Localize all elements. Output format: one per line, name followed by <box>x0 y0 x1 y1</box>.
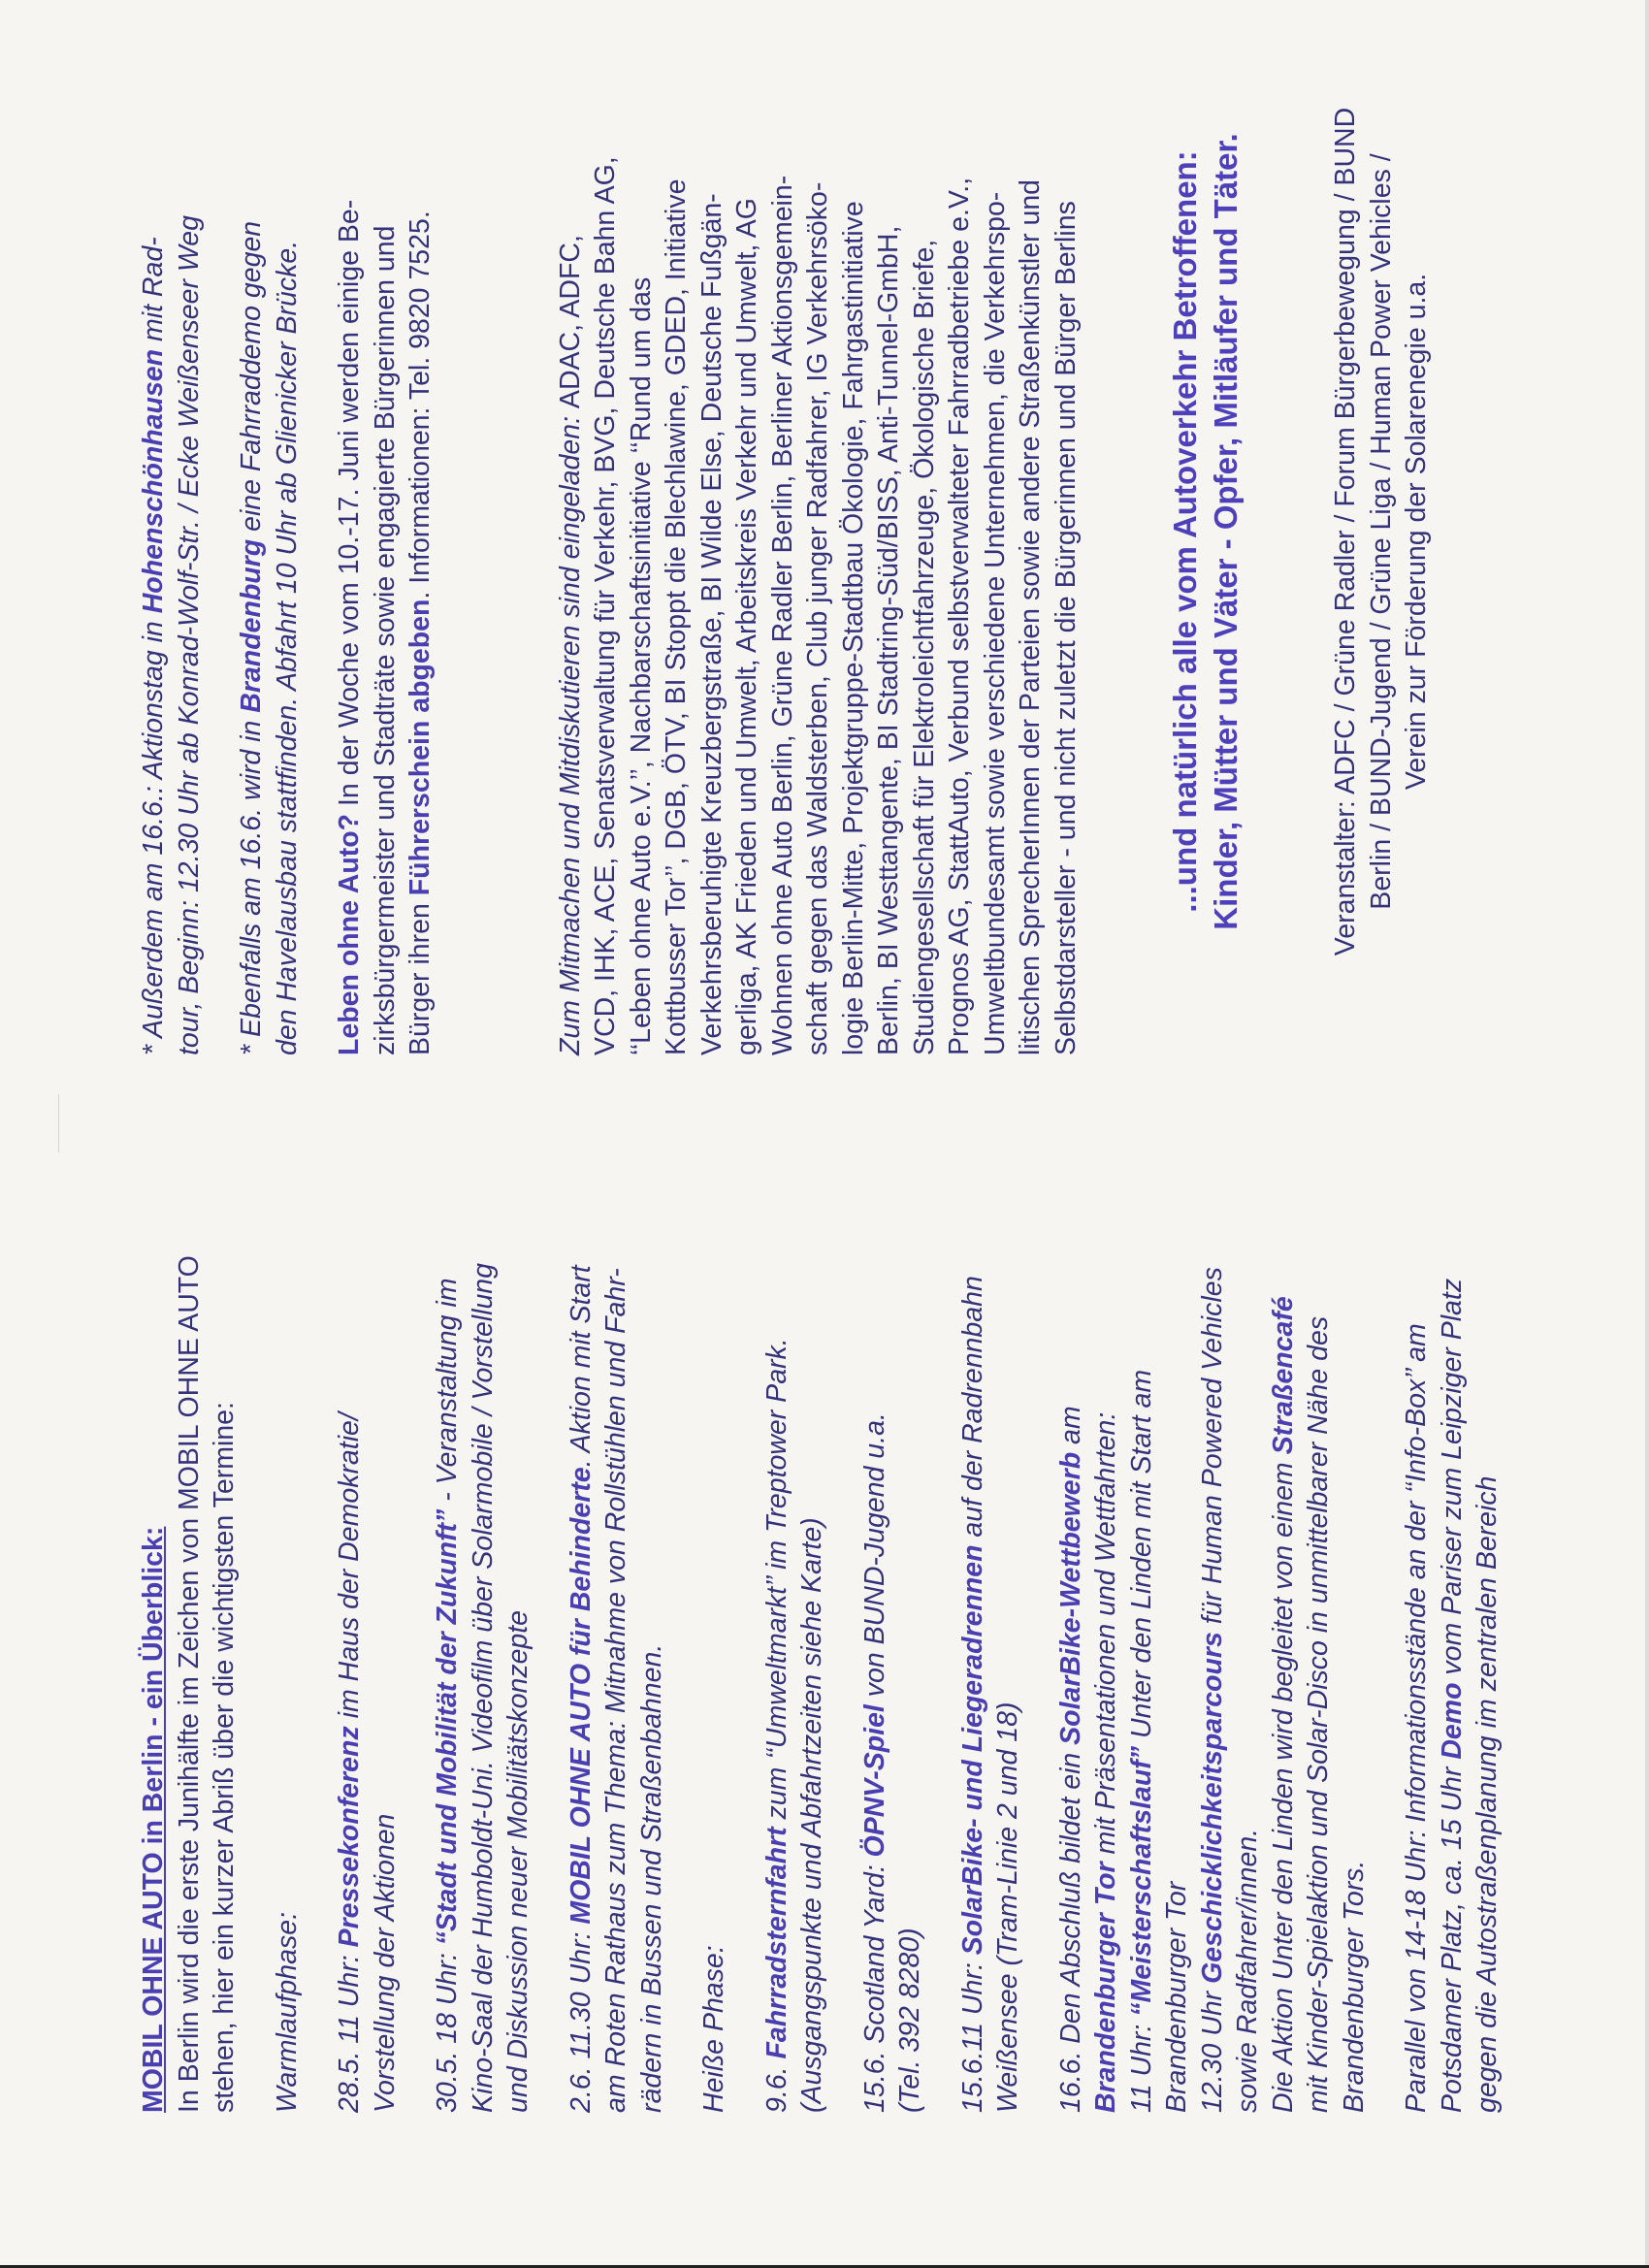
invite-line: Selbstdarsteller - und nicht zuletzt die Bürgerinnen und Bürger Berlins <box>1050 201 1082 1055</box>
intro-line-1: In Berlin wird die erste Junihälfte im Zeichen von MOBIL OHNE AUTO <box>173 1255 205 2113</box>
overview-column <box>136 1055 1533 2113</box>
invite-line: Studiengesellschaft für Elektroleichtfahrzeuge, Ökologische Briefe, <box>908 239 940 1055</box>
invite-line: ‘‘Leben ohne Auto e.V.’’, Nachbarschaftsinitiative ‘‘Rund um das <box>625 276 657 1055</box>
invite-line: Verkehrsberuhigte Kreuzbergstraße, BI Wilde Else, Deutsche Fußgän- <box>695 193 728 1055</box>
intro-line-2: stehen, hier ein kurzer Abriß über die wichtigsten Termine: <box>209 1402 240 2113</box>
closing-line-2: Kinder, Mütter und Väter - Opfer, Mitläufer und Täter. <box>1208 133 1244 930</box>
overview-intro <box>136 1055 242 2113</box>
invited-organizations: Zum Mitmachen und Mitdiskutieren sind eingeladen: ADAC, ADFC, VCD, IHK, ACE, Senatsverwaltung für Verkehr, BVG, Deutsche Bahn AG, ‘‘Leben ohne Auto e.V.’’, Nachbarschaftsinitiative ‘‘Rund um das Kottbusser Tor’’, DGB, ÖTV, BI Stoppt die Blechlawine, GDED, Initiative Verkehrsberuhigte Kreuzbergstraße, BI Wilde Else, Deutsche Fußgän- gerliga, AK Frieden und Umwelt, Arbeitskreis Verkehr und Umwelt, AG Wohnen ohne Auto Berlin, Grüne Radler Berlin, Berliner Aktionsgemein- schaft gegen das Waldsterben, Club junger Radfahrer, IG Verkehrsöko- logie Berlin-Mitte, Projektgruppe-Stadtbau Ökologie, Fahrgastinitiative Berlin, BI Westtangente, BI Stadtring-Süd/BISS, Anti-Tunnel-GmbH, Studiengesellschaft für Elektroleichtfahrzeuge, Ökologische Briefe, Prognos AG, StattAuto, Verbund selbstverwalteter Fahrradbetriebe e.V., Umweltbundesamt sowie verschiedene Unternehmen, die Verkehrspo- litischen SprecherInnen der Parteien sowie andere Straßenkünstler und Selbstdarsteller - und nicht zuletzt die Bürgerinnen und Bürger Berlins <box>553 8 1084 1055</box>
invite-line: VCD, IHK, ACE, Senatsverwaltung für Verkehr, BVG, Deutsche Bahn AG, <box>590 156 621 1055</box>
event-bike-star-ride: 9.6. Fahrradsternfahrt zum ‘‘Umweltmarkt’’ im Treptower Park. (Ausgangspunkte und Abfahrtzeiten siehe Karte) <box>760 1338 827 2113</box>
leben-ohne-auto: Leben ohne Auto? In der Woche vom 10.-17. Juni werden einige Be- zirksbürgermeister und Stadträte sowie engagierte Bürgerinnen und Bürger ihren Führerschein abgeben. Informationen: Tel. 9820 7525. <box>334 199 436 1055</box>
invite-line: gerliga, AK Frieden und Umwelt, Arbeitskreis Verkehr und Umwelt, AG <box>731 198 762 1055</box>
event-hohenschoenhausen: * Außerdem am 16.6.: Aktionstag in Hohenschönhausen mit Rad- tour, Beginn: 12.30 Uhr ab Konrad-Wolf-Str. / Ecke Weißenseer Weg <box>138 215 205 1055</box>
participants-column <box>136 8 1462 1055</box>
invite-line: Prognos AG, StattAuto, Verbund selbstverwalteter Fahrradbetriebe e.V., <box>944 177 975 1055</box>
phase-hot: Heiße Phase: <box>698 1945 729 2113</box>
event-solarbike-race: 15.6.11 Uhr: SolarBike- und Liegeradrennen auf der Radrennbahn Weißensee (Tram-Linie 2 und 18) <box>956 1276 1023 2113</box>
invite-line: Umweltbundesamt sowie verschiedene Unternehmen, die Verkehrspo- <box>979 191 1011 1055</box>
closing-line-1: ...und natürlich alle vom Autoverkehr Betroffenen: <box>1167 150 1203 913</box>
event-solarbike-contest: 16.6. Den Abschluß bildet ein SolarBike-Wettbewerb am Brandenburger Tor mit Präsentationen und Wettfahrten: 11 Uhr: “Meisterschaftslauf” Unter den Linden mit Start am Brandenburger Tor 12.30 Uhr Geschicklichkeitsparcours für Human Powered Vehicles sowie Radfahrer/innen. Die Aktion Unter den Linden wird begleitet von einem Straßencafé mit Kinder-Spielaktion und Solar-Disco in unmittelbarer Nähe des Brandenburger Tors. <box>1054 1267 1370 2113</box>
invite-line: Berlin, BI Westtangente, BI Stadtring-Süd/BISS, Anti-Tunnel-GmbH, <box>873 225 904 1055</box>
invite-line: Kottbusser Tor’’, DGB, ÖTV, BI Stoppt die Blechlawine, GDED, Initiative <box>661 178 692 1055</box>
overview-heading: MOBIL OHNE AUTO in Berlin - ein Überblick: <box>138 1526 169 2113</box>
event-press-conference: 28.5. 11 Uhr: Pressekonferenz im Haus der Demokratie/ Vorstellung der Aktionen <box>334 1412 401 2113</box>
phase-warmup: Warmlaufphase: <box>271 1912 303 2113</box>
event-city-mobility: 30.5. 18 Uhr: “Stadt und Mobilität der Zukunft” - Veranstaltung im Kino-Saal der Humboldt-Uni. Videofilm über Solarmobile / Vorstellung und Diskussion neuer Mobilitätskonzepte <box>432 1262 534 2113</box>
event-disabled: 2.6. 11.30 Uhr: MOBIL OHNE AUTO für Behinderte. Aktion mit Start am Roten Rathaus zum Thema: Mitnahme von Rollstühlen und Fahr- rädern in Bussen und Straßenbahnen. <box>565 1265 667 2113</box>
event-info-box-demo: Parallel von 14-18 Uhr: Informationsstände an der ‘‘Info-Box’’ am Potsdamer Platz, ca. 15 Uhr Demo vom Pariser zum Leipziger Platz gegen die Autostraßenplanung im zentralen Bereich <box>1401 1278 1503 2113</box>
invite-line: schaft gegen das Waldsterben, Club junger Radfahrer, IG Verkehrsöko- <box>802 181 833 1055</box>
invite-line: litischen SprecherInnen der Parteien sowie andere Straßenkünstler und <box>1015 178 1046 1055</box>
closing-statement <box>1165 8 1246 1055</box>
event-opnv-game: 15.6. Scotland Yard: ÖPNV-Spiel von BUND-Jugend u.a. (Tel. 392 8280) <box>858 1412 925 2113</box>
organizers: Veranstalter: ADFC / Grüne Radler / Forum Bürgerbewegung / BUND Berlin / BUND-Jugend / Grüne Liga / Human Power Vehicles / Verein zur Förderung der Solarenegie u.a. <box>1330 107 1432 956</box>
invite-line: Wohnen ohne Auto Berlin, Grüne Radler Berlin, Berliner Aktionsgemein- <box>766 175 798 1055</box>
event-brandenburg: * Ebenfalls am 16.6. wird in Brandenburg eine Fahrraddemo gegen den Havelausbau stattfinden. Abfahrt 10 Uhr ab Glienicker Brücke. <box>236 220 303 1055</box>
invite-line: logie Berlin-Mitte, Projektgruppe-Stadtbau Ökologie, Fahrgastinitiative <box>837 201 869 1055</box>
fold-mark <box>58 1094 59 1152</box>
